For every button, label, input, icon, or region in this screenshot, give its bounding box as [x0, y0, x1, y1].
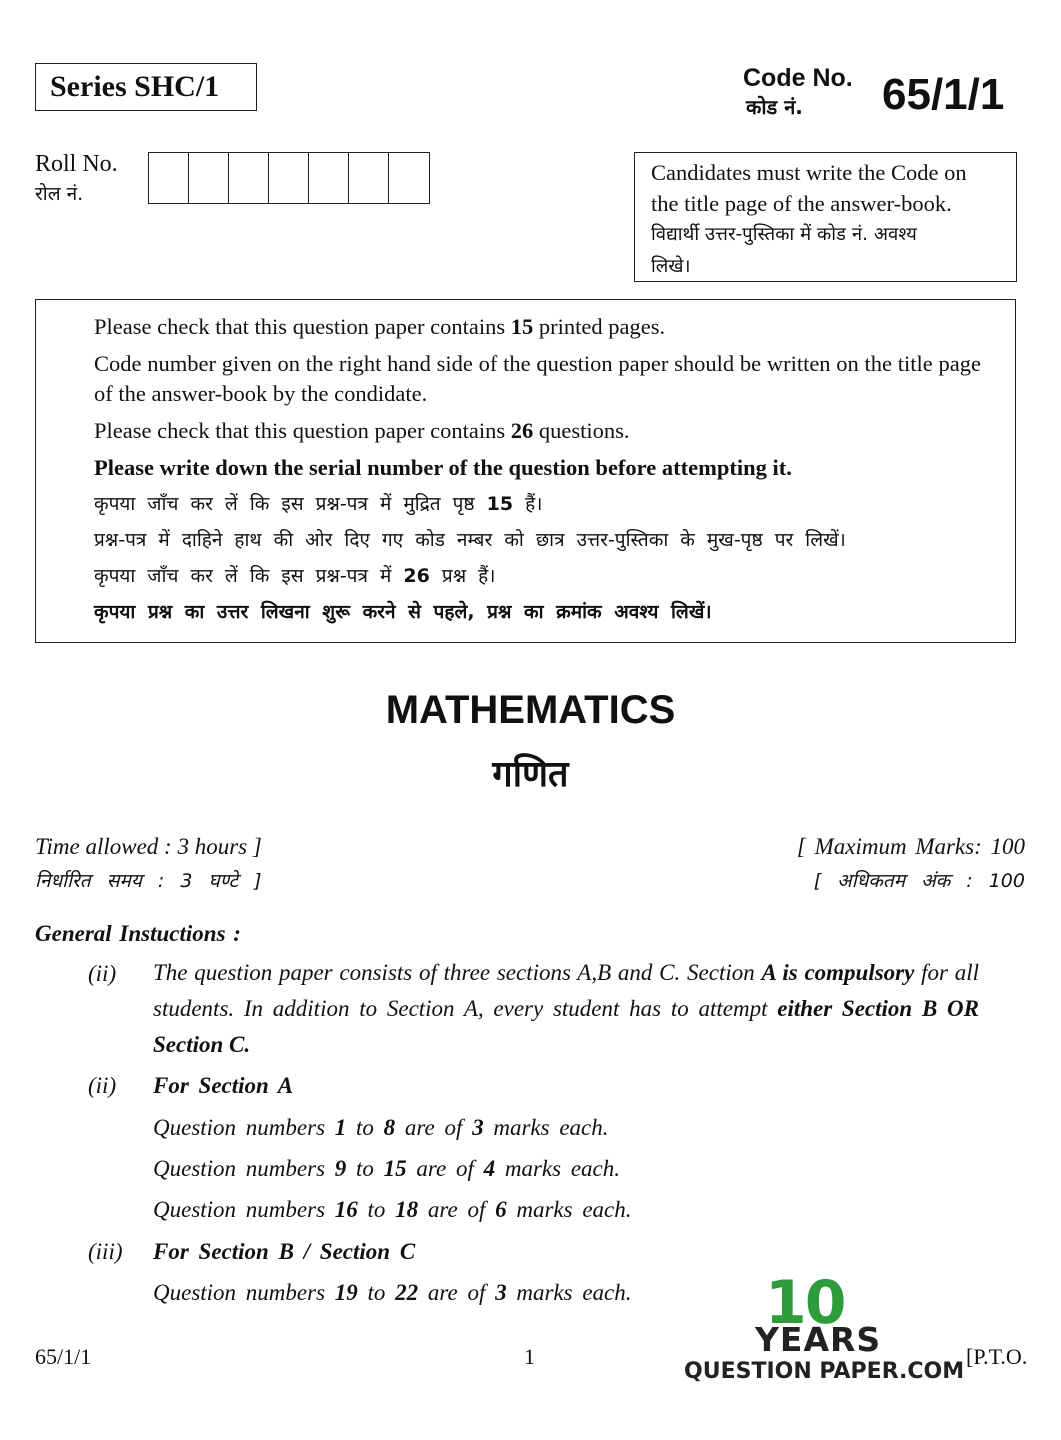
instruction-pages: Please check that this question paper contains 15 printed pages.: [94, 314, 666, 339]
candidate-code-note: [634, 152, 1017, 282]
marks-line: Question numbers 1 to 8 are of 3 marks each.: [153, 1115, 609, 1140]
candidate-note-line: the title page of the answer-book.: [651, 191, 952, 216]
instruction-serial-number: Please write down the serial number of the question before attempting it.: [94, 455, 792, 480]
marks-line: Question numbers 9 to 15 are of 4 marks each.: [153, 1156, 621, 1181]
roll-number-cell[interactable]: [229, 153, 269, 203]
time-allowed-hindi: निर्धारित समय : 3 घण्टे ]: [35, 870, 262, 892]
item-number: (iii): [88, 1239, 123, 1264]
instruction-pages-hindi: कृपया जाँच कर लें कि इस प्रश्न-पत्र में मुद्रित पृष्ठ 15 हैं।: [94, 493, 543, 515]
subject-title: MATHEMATICS: [385, 688, 676, 732]
instruction-question-count-hindi: कृपया जाँच कर लें कि इस प्रश्न-पत्र में 26 प्रश्न हैं।: [94, 565, 496, 587]
series-label: Series SHC/1: [35, 63, 257, 111]
roll-number-label-hindi: रोल नं.: [35, 183, 84, 205]
watermark-years: YEARS: [755, 1320, 882, 1359]
instruction-code-number: Code number given on the right hand side of the question paper should be written on the title page of the answer-book by the condidate.: [94, 351, 981, 406]
general-instructions-heading: General Instuctions :: [35, 921, 241, 946]
section-a-heading: For Section A: [153, 1073, 294, 1098]
roll-number-label: Roll No.: [35, 151, 118, 177]
watermark-number: 10: [765, 1268, 845, 1338]
footer-code: 65/1/1: [35, 1344, 92, 1369]
roll-number-boxes[interactable]: [148, 152, 430, 204]
candidate-note-line-hindi: विद्यार्थी उत्तर-पुस्तिका में कोड नं. अवश्य: [651, 224, 917, 245]
item-number: (ii): [88, 961, 117, 986]
please-turn-over: [P.T.O.: [966, 1344, 1028, 1369]
candidate-note-line: Candidates must write the Code on: [651, 160, 967, 185]
roll-number-cell[interactable]: [189, 153, 229, 203]
maximum-marks: [ Maximum Marks: 100: [796, 834, 1025, 859]
subject-title-hindi: गणित: [492, 754, 569, 795]
candidate-note-line-hindi: लिखे।: [651, 256, 691, 277]
time-allowed: Time allowed : 3 hours ]: [35, 834, 262, 859]
marks-line: Question numbers 19 to 22 are of 3 marks each.: [153, 1280, 632, 1305]
roll-number-cell[interactable]: [309, 153, 349, 203]
instruction-question-count: Please check that this question paper contains 26 questions.: [94, 418, 630, 443]
code-number-label: Code No.: [743, 64, 853, 92]
watermark-site: QUESTION PAPER.COM: [684, 1359, 965, 1384]
section-b-c-heading: For Section B / Section C: [153, 1239, 416, 1264]
instruction-serial-number-hindi: कृपया प्रश्न का उत्तर लिखना शुरू करने से पहले, प्रश्न का क्रमांक अवश्य लिखें।: [94, 601, 712, 623]
item-number: (ii): [88, 1073, 117, 1098]
paper-check-instructions: [35, 299, 1016, 643]
page-number: 1: [524, 1344, 535, 1369]
instruction-sections: The question paper consists of three sections A,B and C. Section A is compulsory for all students. In addition to Section A, every student has to attempt either Section B OR Section C.: [153, 960, 979, 1057]
roll-number-cell[interactable]: [269, 153, 309, 203]
maximum-marks-hindi: [ अधिकतम अंक : 100: [813, 870, 1025, 892]
code-number-label-hindi: कोड नं.: [746, 95, 803, 119]
roll-number-cell[interactable]: [349, 153, 389, 203]
roll-number-cell[interactable]: [389, 153, 429, 203]
marks-line: Question numbers 16 to 18 are of 6 marks each.: [153, 1197, 632, 1222]
code-number-value: 65/1/1: [882, 70, 1005, 119]
roll-number-cell[interactable]: [149, 153, 189, 203]
instruction-code-number-hindi: प्रश्न-पत्र में दाहिने हाथ की ओर दिए गए कोड नम्बर को छात्र उत्तर-पुस्तिका के मुख-पृष्ठ पर लिखें।: [94, 529, 846, 551]
